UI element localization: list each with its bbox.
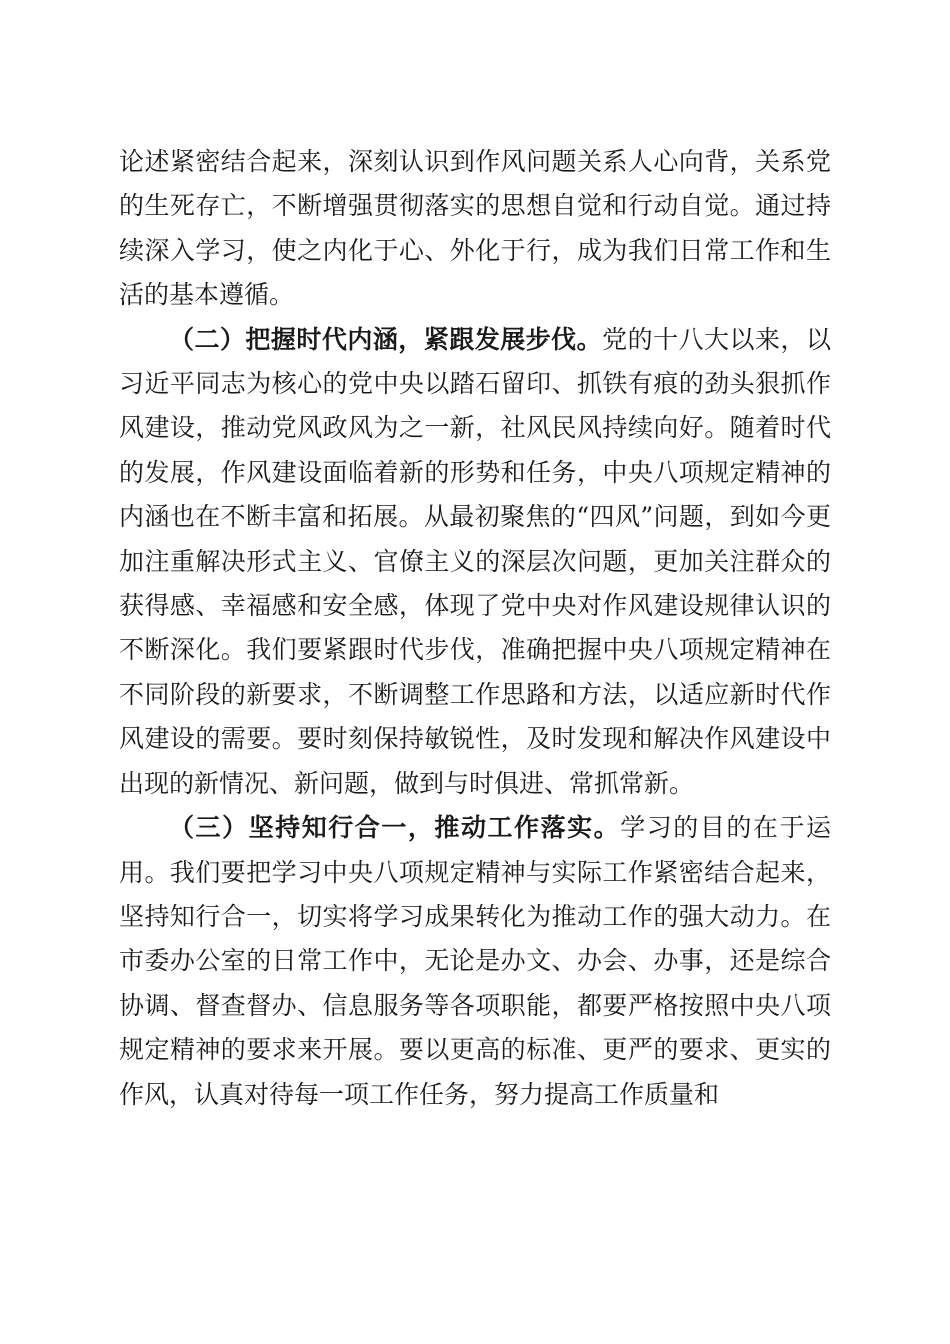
paragraph-body: 党的十八大以来，以习近平同志为核心的党中央以踏石留印、抓铁有痕的劲头狠抓作风建设，推动党风政风为之一新，社风民风持续向好。随着时代的发展，作风建设面临着新的形势和任务，中央八项规定精神的内涵也在不断丰富和拓展。从最初聚焦的“四风”问题，到如今更加注重解决形式主义、官僚主义的深层次问题，更加关注群众的获得感、幸福感和安全感，体现了党中央对作风建设规律认识的不断深化。我们要紧跟时代步伐，准确把握中央八项规定精神在不同阶段的新要求，不断调整工作思路和方法，以适应新时代作风建设的需要。要时刻保持敏锐性，及时发现和解决作风建设中出现的新情况、新问题，做到与时俱进、常抓常新。 xyxy=(119,324,831,798)
paragraph-continuation xyxy=(119,140,831,318)
document-body xyxy=(119,140,831,1117)
paragraph-section-3 xyxy=(119,806,831,1117)
section-heading: （二）把握时代内涵，紧跟发展步伐。 xyxy=(169,324,603,354)
paragraph-section-2 xyxy=(119,318,831,806)
paragraph-body: 论述紧密结合起来，深刻认识到作风问题关系人心向背，关系党的生死存亡，不断增强贯彻落实的思想自觉和行动自觉。通过持续深入学习，使之内化于心、外化于行，成为我们日常工作和生活的基本遵循。 xyxy=(119,147,831,310)
section-heading: （三）坚持知行合一，推动工作落实。 xyxy=(169,813,621,843)
paragraph-body: 学习的目的在于运用。我们要把学习中央八项规定精神与实际工作紧密结合起来，坚持知行合一，切实将学习成果转化为推动工作的强大动力。在市委办公室的日常工作中，无论是办文、办会、办事，还是综合协调、督查督办、信息服务等各项职能，都要严格按照中央八项规定精神的要求来开展。要以更高的标准、更严的要求、更实的作风，认真对待每一项工作任务，努力提高工作质量和 xyxy=(119,813,831,1109)
